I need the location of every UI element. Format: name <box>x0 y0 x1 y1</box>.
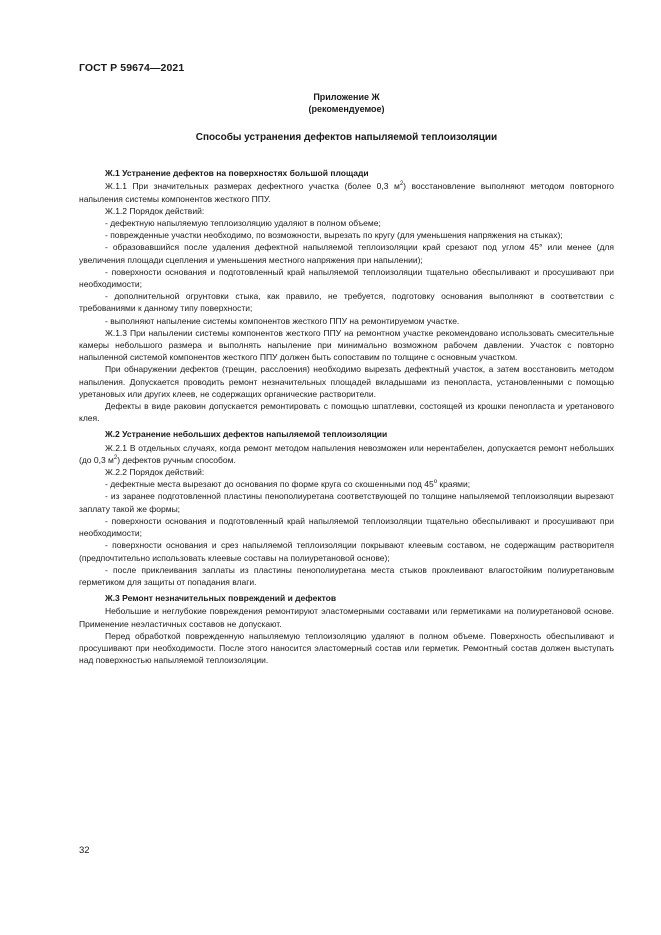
list-item: - после приклеивания заплаты из пластины пенополиуретана места стыков проклеивают влагостойким полиуретановым герметиком для защиты от попадания влаги. <box>79 564 614 587</box>
list-item: - выполняют напыление системы компонентов жесткого ППУ на ремонтируемом участке. <box>105 315 460 326</box>
list-item: - поврежденные участки необходимо, по возможности, вырезать по кругу (для уменьшения напряжения на стыках); <box>105 230 563 241</box>
paragraph: Ж.1.2 Порядок действий: <box>105 205 205 216</box>
list-item: - образовавшийся после удаления дефектной напыляемой теплоизоляции край срезают под углом 45° или менее (для увеличения площади сцепления и уменьшения местного напряжения при напылении); <box>79 242 614 265</box>
list-item: - дефектную напыляемую теплоизоляцию удаляют в полном объеме; <box>105 218 381 229</box>
page-number: 32 <box>79 845 90 856</box>
list-item: - дополнительной огрунтовки стыка, как правило, не требуется, подготовку основания выполняют в соответствии с требованиями к данному типу поверхности; <box>79 291 614 314</box>
appendix-heading: Способы устранения дефектов напыляемой теплоизоляции <box>195 132 498 143</box>
paragraph: Перед обработкой поврежденную напыляемую теплоизоляцию удаляют в полном объеме. Поверхность обеспыливают и просушивают при необходимости. После этого наносится эластомерный состав или герметик. Ремонтный состав должен выступать над поверхностью напыляемой теплоизоляции. <box>79 630 614 666</box>
paragraph: При обнаружении дефектов (трещин, расслоения) необходимо вырезать дефектный участок, а затем восстановить методом напыления. Допускается проводить ремонт незначительных площадей вкладышами из пенопласта, установленными с помощью уретановых или других клеев, не содержащих органические растворители. <box>79 364 614 399</box>
section-heading: Ж.3 Ремонт незначительных повреждений и дефектов <box>105 593 337 604</box>
paragraph: Небольшие и неглубокие повреждения ремонтируют эластомерными составами или герметиками на полиуретановой основе. Применение неэластичных составов не допускают. <box>79 606 614 629</box>
paragraph: Ж.1.3 При напылении системы компонентов жесткого ППУ на ремонтном участке рекомендовано использовать смесительные камеры небольшого размера и выполнять напыление при минимально возможном рабочем давлении. Участок с повторно напыленной системой компонентов жесткого ППУ должен быть сопоставим по толщине с основным участком. <box>79 327 614 363</box>
standard-number: ГОСТ Р 59674—2021 <box>79 62 185 74</box>
paragraph: Дефекты в виде раковин допускается ремонтировать с помощью шпатлевки, состоящей из крошки пенопласта и уретанового клея. <box>79 401 614 424</box>
paragraph: Ж.2.1 В отдельных случаях, когда ремонт методом напыления невозможен или нерентабелен, допускается ремонт небольших (до 0,3 $м^2$) дефектов ручным способом. <box>79 442 614 465</box>
list-item: - поверхности основания и подготовленный край напыляемой теплоизоляции тщательно обеспыливают и просушивают при необходимости; <box>79 266 614 290</box>
paragraph: Ж.2.2 Порядок действий: <box>105 467 205 478</box>
list-item: - поверхности основания и подготовленный край напыляемой теплоизоляции тщательно обеспыливают и просушивают при необходимости; <box>79 515 614 539</box>
appendix-status: (рекомендуемое) <box>308 103 385 114</box>
section-heading: Ж.1 Устранение дефектов на поверхностях большой площади <box>105 168 369 179</box>
section-heading: Ж.2 Устранение небольших дефектов напыляемой теплоизоляции <box>105 429 388 440</box>
list-item: - из заранее подготовленной пластины пенополиуретана соответствующей по толщине напыляемой теплоизоляции вырезают заплату такой же формы; <box>79 491 614 514</box>
appendix-title: Приложение Ж <box>313 92 380 102</box>
paragraph: Ж.1.1 При значительных размерах дефектного участка (более 0,3 $м^2$) восстановление выполняют методом повторного напыления системы компонентов жесткого ППУ. <box>79 181 614 204</box>
page-content <box>79 84 614 666</box>
list-item: - поверхности основания и срез напыляемой теплоизоляции покрывают клеевым составом, не содержащим растворителя (предпочтительно использовать клеевые составы на полиуретановой основе); <box>79 540 614 563</box>
list-item: - дефектные места вырезают до основания по форме круга со скошенными под $45^о$ краями; <box>105 479 471 490</box>
